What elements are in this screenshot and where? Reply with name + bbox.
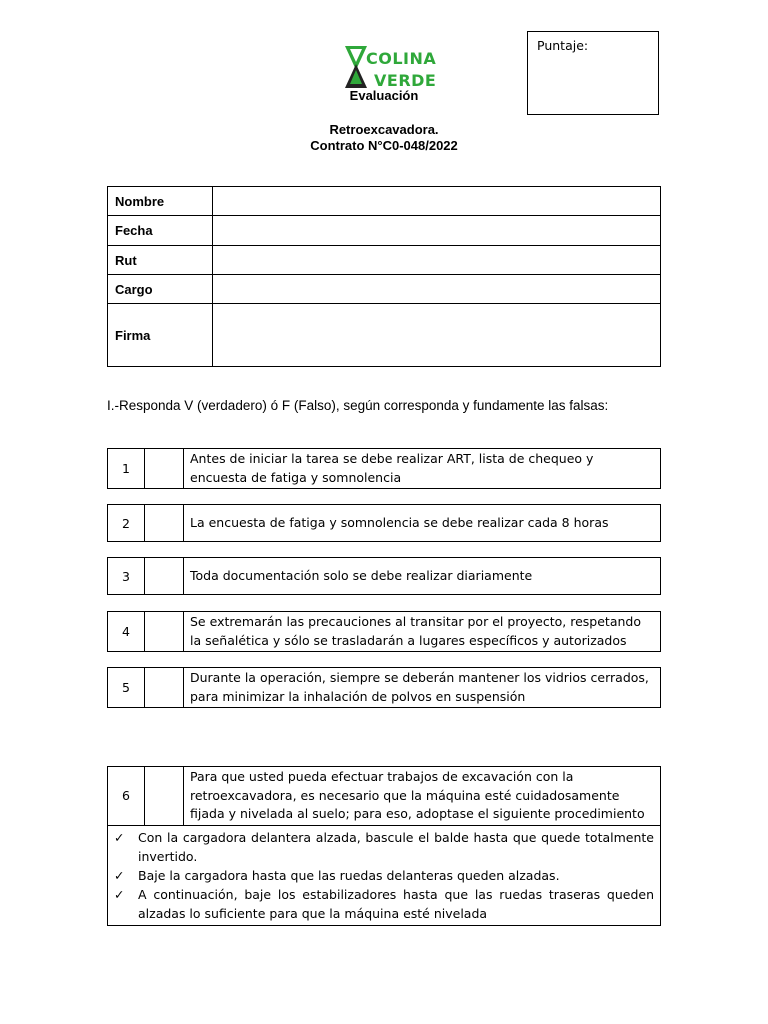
question-number: 3 — [108, 558, 145, 595]
check-icon: ✓ — [114, 829, 125, 845]
info-row-nombre — [108, 187, 661, 216]
info-row-cargo — [108, 275, 661, 304]
question-1 — [107, 448, 661, 489]
question-text: Para que usted pueda efectuar trabajos de excavación con la retroexcavadora, es necesario que la máquina esté cuidadosamente fijada y nivelada al suelo; para eso, adoptase el siguiente procedimiento — [184, 767, 661, 826]
question-number: 4 — [108, 612, 145, 652]
page-title: Evaluación — [349, 88, 419, 103]
procedure-step — [114, 828, 654, 866]
procedure-steps — [108, 825, 661, 925]
answer-field[interactable] — [145, 505, 184, 542]
score-label: Puntaje: — [537, 38, 589, 53]
contract-number: Contrato N°C0-048/2022 — [310, 138, 458, 153]
answer-field[interactable] — [145, 612, 184, 652]
personal-info-table — [107, 186, 661, 367]
answer-field[interactable] — [145, 558, 184, 595]
question-6 — [107, 766, 661, 926]
info-label: Cargo — [108, 275, 213, 304]
question-3 — [107, 557, 661, 595]
cargo-field[interactable] — [213, 275, 661, 304]
score-box[interactable] — [527, 31, 659, 115]
procedure-step — [114, 885, 654, 923]
firma-field[interactable] — [213, 304, 661, 367]
info-label: Fecha — [108, 216, 213, 246]
answer-field[interactable] — [145, 767, 184, 826]
question-text: Antes de iniciar la tarea se debe realizar ART, lista de chequeo y encuesta de fatiga y somnolencia — [184, 449, 661, 489]
info-row-firma — [108, 304, 661, 367]
question-4 — [107, 611, 661, 652]
question-number: 2 — [108, 505, 145, 542]
equipment-title: Retroexcavadora. — [329, 122, 439, 137]
step-text: A continuación, baje los estabilizadores hasta que las ruedas traseras queden alzadas lo suficiente para que la máquina esté nivelada — [138, 886, 654, 921]
fecha-field[interactable] — [213, 216, 661, 246]
step-text: Baje la cargadora hasta que las ruedas delanteras queden alzadas. — [138, 867, 560, 883]
answer-field[interactable] — [145, 449, 184, 489]
question-text: Durante la operación, siempre se deberán mantener los vidrios cerrados, para minimizar la inhalación de polvos en suspensión — [184, 668, 661, 708]
check-icon: ✓ — [114, 867, 125, 883]
logo-emblem-icon — [344, 44, 437, 90]
info-label: Nombre — [108, 187, 213, 216]
question-number: 6 — [108, 767, 145, 826]
question-text: Se extremarán las precauciones al transitar por el proyecto, respetando la señalética y sólo se trasladarán a lugares específicos y autorizados — [184, 612, 661, 652]
info-row-fecha — [108, 216, 661, 246]
question-text: La encuesta de fatiga y somnolencia se debe realizar cada 8 horas — [184, 505, 661, 542]
logo-text-line-2: VERDE — [374, 71, 437, 90]
check-icon: ✓ — [114, 886, 125, 902]
logo-text-line-1: COLINA — [366, 49, 437, 68]
company-logo — [344, 44, 437, 90]
nombre-field[interactable] — [213, 187, 661, 216]
answer-field[interactable] — [145, 668, 184, 708]
question-number: 1 — [108, 449, 145, 489]
question-2 — [107, 504, 661, 542]
info-label: Firma — [108, 304, 213, 367]
step-text: Con la cargadora delantera alzada, bascule el balde hasta que quede totalmente invertido. — [138, 829, 654, 864]
instruction-text: I.-Responda V (verdadero) ó F (Falso), según corresponda y fundamente las falsas: — [107, 398, 609, 413]
rut-field[interactable] — [213, 246, 661, 275]
procedure-step — [114, 866, 654, 885]
info-label: Rut — [108, 246, 213, 275]
question-5 — [107, 667, 661, 708]
question-text: Toda documentación solo se debe realizar diariamente — [184, 558, 661, 595]
info-row-rut — [108, 246, 661, 275]
question-number: 5 — [108, 668, 145, 708]
